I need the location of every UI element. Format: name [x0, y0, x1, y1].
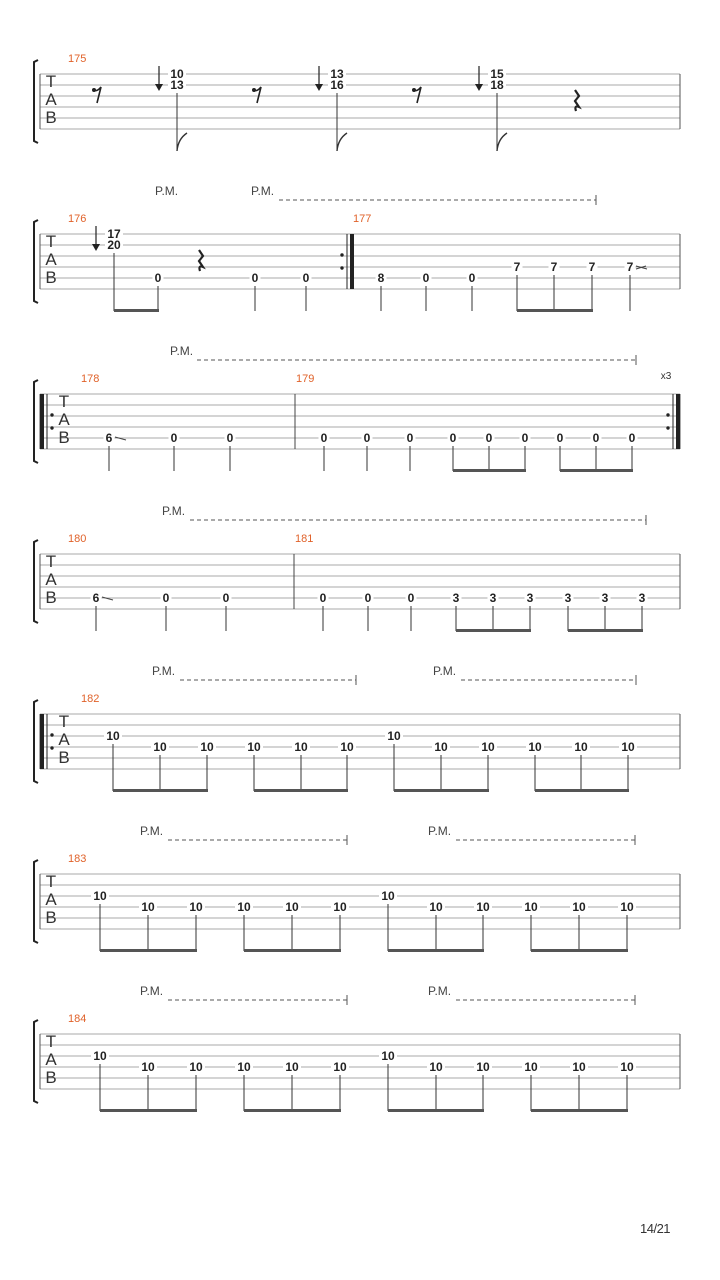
note-beam [244, 1109, 341, 1112]
tab-clef-letter: T [45, 232, 57, 251]
fret-number: 7 [588, 260, 596, 274]
measure-number: 178 [81, 373, 100, 385]
fret-number: 0 [251, 271, 259, 285]
tab-clef-letter: A [45, 570, 57, 589]
fret-number: 15 [490, 67, 504, 81]
fret-number: 10 [621, 740, 635, 754]
tab-clef-letter: T [58, 392, 70, 411]
fret-number: 10 [476, 900, 490, 914]
note-beam [113, 789, 208, 792]
fret-number: 8 [377, 271, 385, 285]
measure-number: 184 [68, 1013, 87, 1025]
fret-number: 10 [237, 900, 251, 914]
tab-clef-letter: T [45, 552, 57, 571]
palm-mute-label: P.M. [428, 984, 452, 998]
palm-mute-label: P.M. [155, 184, 179, 198]
fret-number: 0 [154, 271, 162, 285]
fret-number: 10 [93, 889, 107, 903]
strum-arrow-head-icon [155, 84, 163, 91]
measure-number: 181 [295, 533, 314, 545]
repeat-dot [666, 426, 669, 429]
note-beam [531, 949, 628, 952]
system-bracket [34, 1020, 38, 1103]
fret-number: 10 [141, 1060, 155, 1074]
measure-number: 182 [81, 693, 100, 705]
fret-number: 0 [364, 591, 372, 605]
palm-mute-label: P.M. [433, 664, 457, 678]
tab-clef-letter: A [45, 250, 57, 269]
note-beam [517, 309, 593, 312]
fret-number: 10 [528, 740, 542, 754]
note-beam [456, 629, 531, 632]
fret-number: 0 [592, 431, 600, 445]
palm-mute-label: P.M. [428, 824, 452, 838]
fret-number: 7 [513, 260, 521, 274]
fret-number: 0 [556, 431, 564, 445]
system-bracket [34, 860, 38, 943]
fret-number: 0 [422, 271, 430, 285]
tab-clef-letter: B [58, 428, 70, 447]
repeat-dot [340, 266, 343, 269]
system-bracket [34, 60, 38, 143]
fret-number: 10 [434, 740, 448, 754]
repeat-thick-bar [350, 234, 354, 289]
note-beam [100, 1109, 197, 1112]
fret-number: 10 [333, 1060, 347, 1074]
page-number: 14/21 [640, 1221, 671, 1236]
fret-number: 10 [333, 900, 347, 914]
tab-clef-letter: B [45, 1068, 57, 1087]
fret-number: 10 [285, 900, 299, 914]
quarter-rest-icon [575, 90, 579, 111]
tab-system [34, 835, 680, 952]
fret-number: 0 [406, 431, 414, 445]
fret-number: 3 [564, 591, 572, 605]
note-beam [535, 789, 629, 792]
system-bracket [34, 700, 38, 783]
tab-clef-letter: B [45, 108, 57, 127]
fret-number: 10 [340, 740, 354, 754]
measure-number: 175 [68, 53, 87, 65]
fret-number: 16 [330, 78, 344, 92]
fret-number: 10 [524, 1060, 538, 1074]
tab-clef-letter: A [58, 730, 70, 749]
palm-mute-label: P.M. [140, 984, 164, 998]
repeat-dot [50, 746, 53, 749]
palm-mute-label: P.M. [170, 344, 194, 358]
note-beam [531, 1109, 628, 1112]
tab-clef-letter: T [45, 872, 57, 891]
note-beam [560, 469, 633, 472]
system-bracket [34, 540, 38, 623]
measure-number: 183 [68, 853, 87, 865]
fret-number: 3 [452, 591, 460, 605]
fret-number: 3 [526, 591, 534, 605]
fret-number: 10 [574, 740, 588, 754]
fret-number: 0 [170, 431, 178, 445]
repeat-dot [50, 413, 53, 416]
fret-number: 0 [485, 431, 493, 445]
repeat-dot [666, 413, 669, 416]
measure-number: 180 [68, 533, 87, 545]
eighth-rest-dot [92, 88, 96, 92]
note-flag [177, 133, 187, 151]
fret-number: 0 [226, 431, 234, 445]
fret-number: 10 [294, 740, 308, 754]
fret-number: 0 [319, 591, 327, 605]
fret-number: 0 [162, 591, 170, 605]
tab-clef-letter: T [45, 72, 57, 91]
fret-number: 0 [222, 591, 230, 605]
tab-clef-letter: B [45, 908, 57, 927]
strum-arrow-head-icon [315, 84, 323, 91]
fret-number: 10 [106, 729, 120, 743]
tab-clef-letter: A [45, 1050, 57, 1069]
fret-number: 10 [620, 1060, 634, 1074]
fret-number: 10 [285, 1060, 299, 1074]
palm-mute-label: P.M. [152, 664, 176, 678]
eighth-rest-dot [412, 88, 416, 92]
fret-number: 10 [572, 1060, 586, 1074]
fret-number: 10 [429, 1060, 443, 1074]
tab-system [34, 675, 680, 792]
tab-system [34, 355, 680, 472]
note-beam [568, 629, 643, 632]
fret-number: 10 [189, 900, 203, 914]
tab-clef-letter: T [58, 712, 70, 731]
fret-number: 13 [330, 67, 344, 81]
fret-number: 10 [524, 900, 538, 914]
tab-system [34, 60, 680, 151]
repeat-count: x3 [660, 371, 672, 382]
repeat-start-thick-bar [40, 394, 44, 449]
fret-number: 10 [93, 1049, 107, 1063]
fret-number: 6 [92, 591, 100, 605]
tab-clef-letter: A [58, 410, 70, 429]
tab-system [34, 995, 680, 1112]
fret-number: 18 [490, 78, 504, 92]
fret-number: 7 [550, 260, 558, 274]
fret-number: 6 [105, 431, 113, 445]
repeat-dot [340, 253, 343, 256]
fret-number: 10 [620, 900, 634, 914]
tab-clef-letter: T [45, 1032, 57, 1051]
tab-clef-letter: B [58, 748, 70, 767]
tab-clef-letter: A [45, 90, 57, 109]
fret-number: 0 [521, 431, 529, 445]
fret-number: 0 [320, 431, 328, 445]
note-flag [497, 133, 507, 151]
fret-number: 7 [626, 260, 634, 274]
note-beam [100, 949, 197, 952]
fret-number: 10 [247, 740, 261, 754]
fret-number: 3 [601, 591, 609, 605]
note-beam [388, 1109, 484, 1112]
fret-number: 10 [381, 889, 395, 903]
note-beam [394, 789, 489, 792]
fret-number: 10 [237, 1060, 251, 1074]
tab-system [34, 515, 680, 632]
note-beam [114, 309, 159, 312]
system-bracket [34, 220, 38, 303]
quarter-rest-icon [199, 250, 203, 271]
tab-clef-letter: A [45, 890, 57, 909]
fret-number: 10 [429, 900, 443, 914]
fret-number: 17 [107, 227, 121, 241]
fret-number: 10 [387, 729, 401, 743]
fret-number: 10 [200, 740, 214, 754]
fret-number: 0 [407, 591, 415, 605]
measure-number: 179 [296, 373, 315, 385]
fret-number: 0 [302, 271, 310, 285]
fret-number: 13 [170, 78, 184, 92]
fret-number: 3 [489, 591, 497, 605]
note-flag [337, 133, 347, 151]
fret-number: 10 [481, 740, 495, 754]
repeat-end-thick-bar [676, 394, 680, 449]
palm-mute-label: P.M. [140, 824, 164, 838]
tab-clef-letter: B [45, 588, 57, 607]
fret-number: 20 [107, 238, 121, 252]
fret-number: 10 [476, 1060, 490, 1074]
note-beam [388, 949, 484, 952]
fret-number: 10 [170, 67, 184, 81]
measure-number: 177 [353, 213, 372, 225]
eighth-rest-dot [252, 88, 256, 92]
palm-mute-label: P.M. [162, 504, 186, 518]
fret-number: 10 [189, 1060, 203, 1074]
fret-number: 3 [638, 591, 646, 605]
fret-number: 10 [381, 1049, 395, 1063]
fret-number: 10 [141, 900, 155, 914]
tab-clef-letter: B [45, 268, 57, 287]
fret-number: 10 [153, 740, 167, 754]
system-bracket [34, 380, 38, 463]
palm-mute-label: P.M. [251, 184, 275, 198]
note-beam [254, 789, 348, 792]
measure-number: 176 [68, 213, 87, 225]
repeat-dot [50, 426, 53, 429]
fret-number: 0 [449, 431, 457, 445]
fret-number: 0 [363, 431, 371, 445]
fret-number: 0 [628, 431, 636, 445]
strum-arrow-head-icon [475, 84, 483, 91]
note-beam [244, 949, 341, 952]
repeat-start-thick-bar [40, 714, 44, 769]
strum-arrow-head-icon [92, 244, 100, 251]
note-beam [453, 469, 526, 472]
repeat-dot [50, 733, 53, 736]
fret-number: 0 [468, 271, 476, 285]
fret-number: 10 [572, 900, 586, 914]
